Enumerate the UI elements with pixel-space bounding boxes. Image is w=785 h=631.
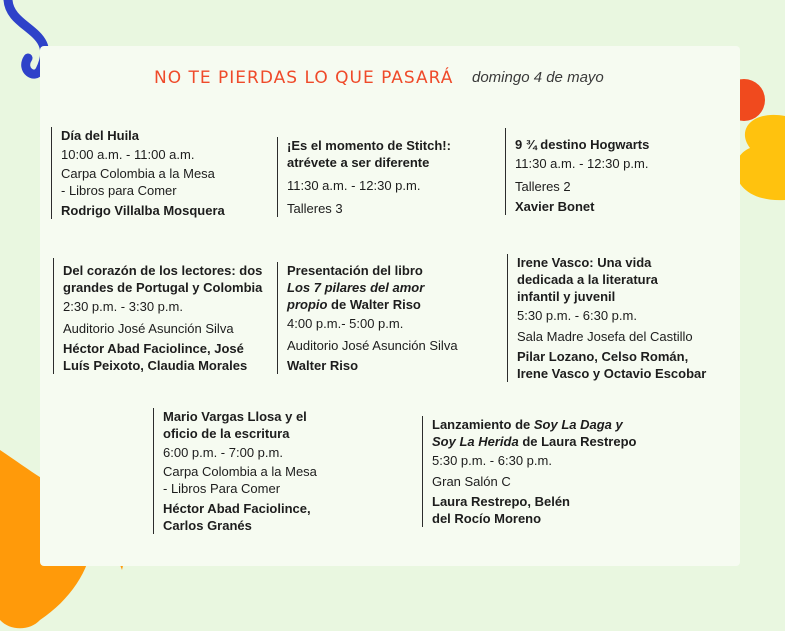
event-item xyxy=(153,408,373,534)
event-time: 5:30 p.m. - 6:30 p.m. xyxy=(517,308,637,323)
event-speakers: Rodrigo Villalba Mosquera xyxy=(61,203,225,218)
event-name: Mario Vargas Llosa y el oficio de la escritura xyxy=(163,409,307,441)
event-item xyxy=(422,416,672,527)
book-title: propio xyxy=(287,297,328,312)
event-item xyxy=(53,258,283,374)
event-place: Talleres 2 xyxy=(515,179,571,194)
event-item xyxy=(51,127,261,219)
event-name: Del corazón de los lectores: dos grandes de Portugal y Colombia xyxy=(63,263,263,295)
event-speakers: Walter Riso xyxy=(287,358,359,373)
event-name: 9 ¾ destino Hogwarts xyxy=(515,137,650,152)
event-name: Día del Huila xyxy=(61,128,140,143)
event-item xyxy=(277,262,497,374)
event-place: Talleres 3 xyxy=(287,201,343,216)
event-name: Irene Vasco: Una vida dedicada a la literatura infantil y juvenil xyxy=(517,255,658,304)
event-item xyxy=(507,254,742,382)
event-speakers: Héctor Abad Faciolince, José Luís Peixoto, Claudia Morales xyxy=(63,341,248,373)
event-time: 4:00 p.m.- 5:00 p.m. xyxy=(287,316,404,331)
event-speakers: Héctor Abad Faciolince, Carlos Granés xyxy=(163,501,311,533)
book-title: Soy La Herida xyxy=(432,434,519,449)
book-title: Los 7 pilares del amor xyxy=(287,280,425,295)
event-item xyxy=(277,137,497,217)
event-place: Auditorio José Asunción Silva xyxy=(63,321,234,336)
event-item xyxy=(505,128,725,215)
event-name: Lanzamiento de Soy La Daga y Soy La Herida de Laura Restrepo xyxy=(432,417,637,449)
event-speakers: Laura Restrepo, Belén del Rocío Moreno xyxy=(432,494,570,526)
event-time: 5:30 p.m. - 6:30 p.m. xyxy=(432,453,552,468)
event-speakers: Xavier Bonet xyxy=(515,199,595,214)
book-title: Soy La Daga y xyxy=(533,417,623,432)
event-time: 11:30 a.m. - 12:30 p.m. xyxy=(287,178,421,193)
event-time: 2:30 p.m. - 3:30 p.m. xyxy=(63,299,183,314)
event-name: Presentación del libro Los 7 pilares del amor propio de Walter Riso xyxy=(287,263,425,312)
event-time: 10:00 a.m. - 11:00 a.m. xyxy=(61,147,195,162)
event-speakers: Pilar Lozano, Celso Román, Irene Vasco y Octavio Escobar xyxy=(517,349,707,381)
event-time: 6:00 p.m. - 7:00 p.m. xyxy=(163,445,283,460)
event-time: 11:30 a.m. - 12:30 p.m. xyxy=(515,156,649,171)
page-title: NO TE PIERDAS LO QUE PASARÁ xyxy=(154,68,454,88)
event-place: Gran Salón C xyxy=(432,474,511,489)
event-place: Carpa Colombia a la Mesa - Libros para Comer xyxy=(61,166,215,198)
event-place: Sala Madre Josefa del Castillo xyxy=(517,329,693,344)
event-name: ¡Es el momento de Stitch!: atrévete a ser diferente xyxy=(287,138,451,170)
event-date: domingo 4 de mayo xyxy=(472,69,604,86)
event-place: Carpa Colombia a la Mesa - Libros Para Comer xyxy=(163,464,317,496)
event-place: Auditorio José Asunción Silva xyxy=(287,338,458,353)
